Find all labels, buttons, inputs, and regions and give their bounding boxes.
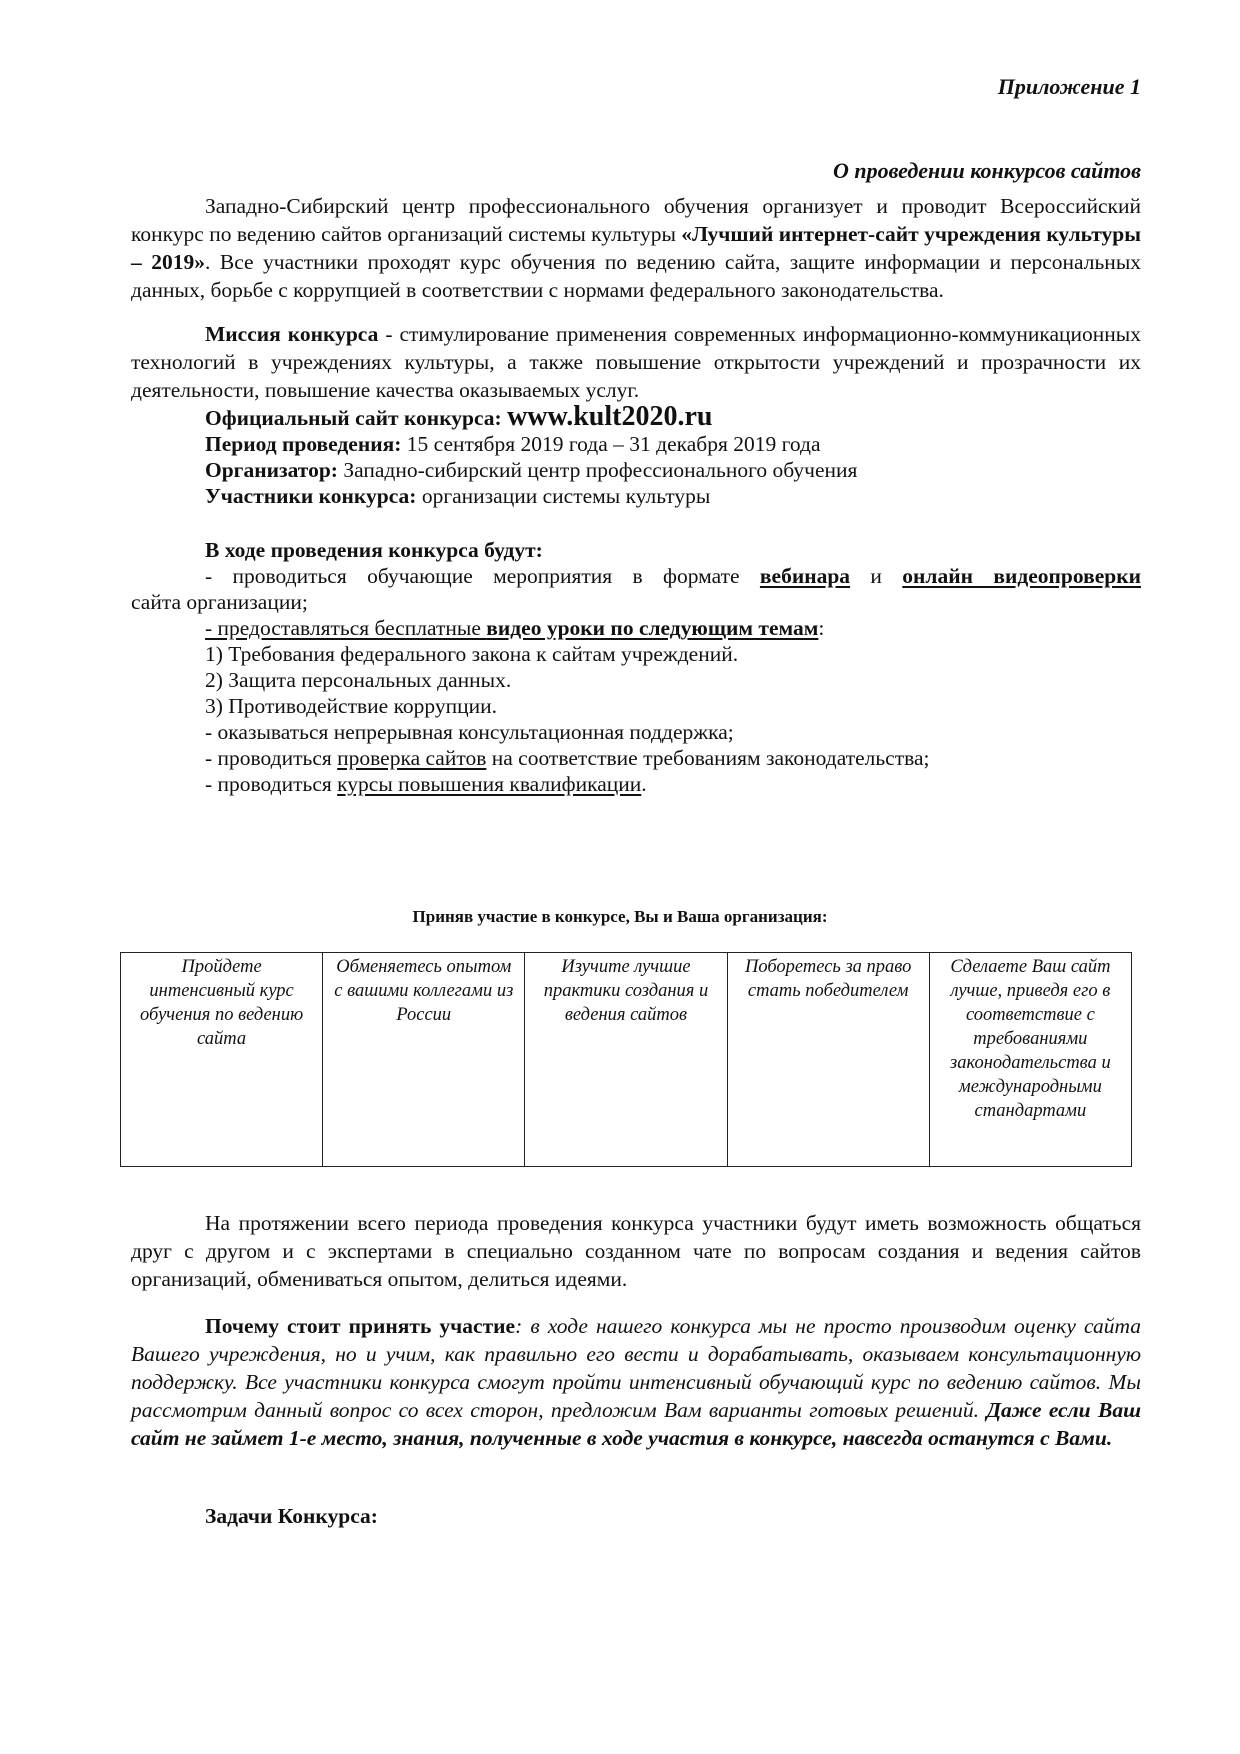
tasks-heading [205,1502,378,1530]
why-label: Почему стоит принять участие [205,1314,516,1338]
intro-text-continued: . Все участники проходят курс обучения по ведению сайта, защите информации и персональных данных, борьбе с коррупцией в соответствии с нормами федерального законодательства. [131,250,1142,302]
mission-text: - стимулирование применения современных информационно-коммуникационных технологий в учреждениях культуры, а также повышение открытости учреждений и прозрачности их деятельности, повышение качества оказываемых услуг. [131,322,1141,402]
online-check-link: онлайн видеопроверки [902,564,1141,588]
site-check-link: проверка сайтов [337,746,487,770]
intro-paragraph [131,192,1141,304]
activity-text: на соответствие требованиям законодательства; [486,746,930,770]
tasks-heading-text: Задачи Конкурса: [205,1504,378,1528]
organizer-label: Организатор: [205,458,338,482]
mission-label: Миссия конкурса [205,322,379,346]
participants-label: Участники конкурса: [205,484,417,508]
activity-text: и [850,564,903,588]
activities-heading [205,536,543,564]
benefits-caption: Приняв участие в конкурсе, Вы и Ваша организация: [412,907,828,926]
mission-paragraph [131,320,1141,404]
why-paragraph [131,1312,1141,1452]
benefit-cell: Сделаете Ваш сайт лучше, приведя его в соответствие с требованиями законодательства и международными стандартами [929,953,1131,1167]
benefit-cell: Изучите лучшие практики создания и ведения сайтов [525,953,727,1167]
official-site-label: Официальный сайт конкурса: [205,406,508,430]
period-row [205,430,821,458]
table-row [121,953,1132,1167]
participants-row [205,482,710,510]
official-site-link[interactable]: www.kult2020.ru [507,401,713,432]
punctuation: : [818,616,825,640]
intro-text: Западно-Сибирский центр профессионального обучения организует и проводит Всероссийский конкурс по ведению сайтов организаций системы культуры [131,194,1141,246]
appendix-label: Приложение 1 [997,74,1141,99]
period-label: Период проведения: [205,432,402,456]
chat-paragraph [131,1209,1141,1293]
webinar-link: вебинара [759,564,851,588]
punctuation: . [641,772,647,796]
why-emphasis: Даже если Ваш сайт не займет 1-е место, знания, полученные в ходе участия в конкурсе, навсегда останутся с Вами. [131,1398,1141,1450]
topic-item: 3) Противодействие коррупции. [205,694,498,718]
organizer-value: Западно-сибирский центр профессионального обучения [337,458,858,482]
activity-text: - проводиться [205,772,338,796]
topic-item: 1) Требования федерального закона к сайтам учреждений. [205,642,739,666]
video-lessons-label: видео уроки по следующим темам [486,616,819,640]
benefits-table [120,952,1132,1167]
activity-item-webinar [131,562,1141,590]
activities-heading-text: В ходе проведения конкурса будут: [205,538,543,562]
activity-item-consulting: - оказываться непрерывная консультационная поддержка; [205,720,734,744]
activity-item-webinar-continued [131,588,1141,616]
benefit-cell: Пройдете интенсивный курс обучения по ведению сайта [121,953,323,1167]
why-text: : в ходе нашего конкурса мы не просто производим оценку сайта Вашего учреждения, но и учим, как правильно его вести и дорабатывать, оказываем консультационную поддержку. Все участники конкурса смогут пройти интенсивный обучающий курс по ведению сайтов. Мы рассмотрим данный вопрос со всех сторон, предложим Вам варианты готовых решений. [131,1314,1141,1422]
activity-text: - проводиться обучающие мероприятия в формате [205,564,760,588]
activity-text: сайта организации; [131,590,308,614]
benefit-cell: Поборетесь за право стать победителем [727,953,929,1167]
contest-name: «Лучший интернет-сайт учреждения культуры – 2019» [131,222,1141,274]
activity-item-video-lessons [205,614,824,642]
activity-text: - предоставляться бесплатные [205,616,487,640]
activity-item-site-check [205,744,930,772]
chat-text: На протяжении всего периода проведения конкурса участники будут иметь возможность общаться друг с другом и с экспертами в специально созданном чате по вопросам создания и ведения сайтов организаций, обмениваться опытом, делиться идеями. [131,1211,1141,1291]
organizer-row [205,456,857,484]
participants-value: организации системы культуры [416,484,711,508]
benefit-cell: Обменяетесь опытом с вашими коллегами из России [323,953,525,1167]
courses-link: курсы повышения квалификации [337,772,642,796]
period-value: 15 сентября 2019 года – 31 декабря 2019 года [401,432,821,456]
document-subtitle: О проведении конкурсов сайтов [832,158,1141,183]
topic-item: 2) Защита персональных данных. [205,668,512,692]
activity-item-courses [205,770,647,798]
activity-text: - проводиться [205,746,338,770]
